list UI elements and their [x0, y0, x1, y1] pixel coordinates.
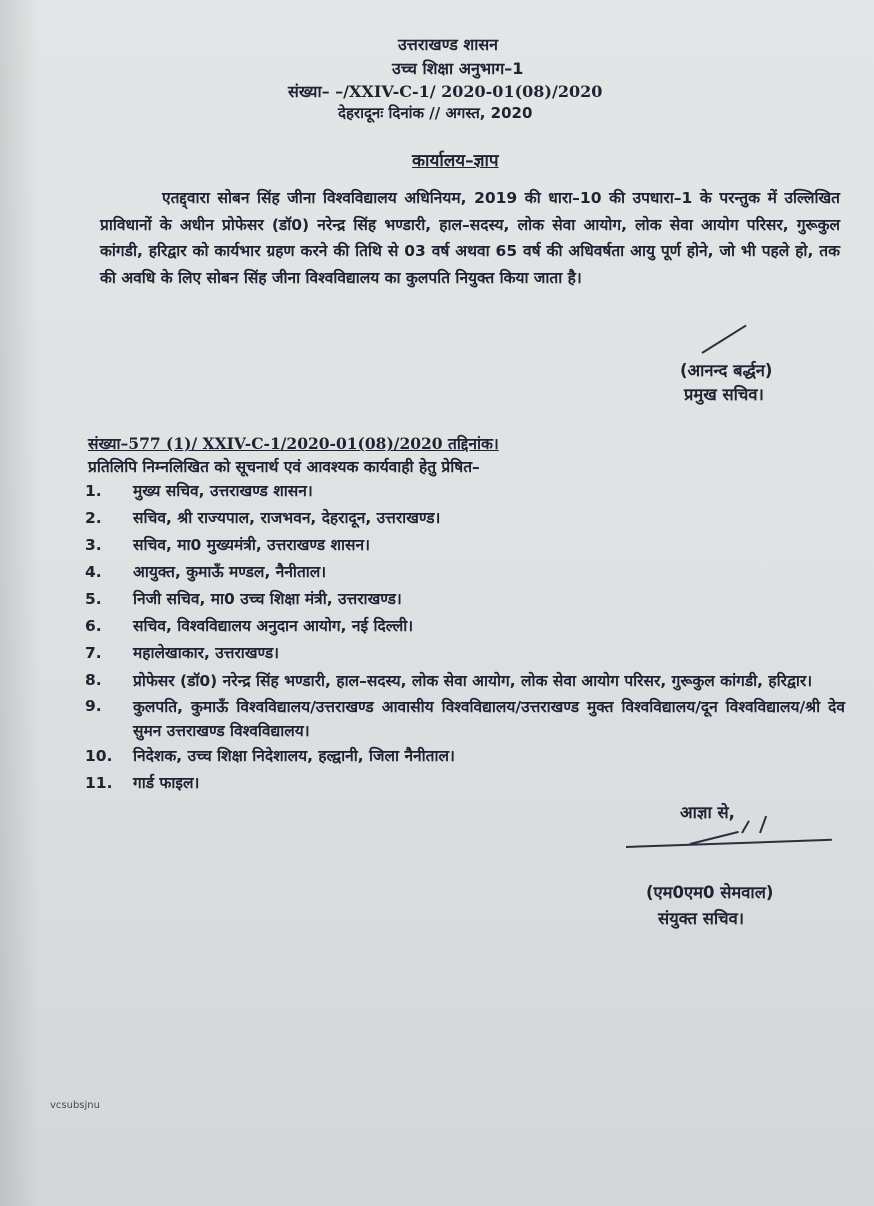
signature-mark — [759, 816, 767, 834]
signature-mark — [701, 325, 746, 354]
signatory-name: (एम0एम0 सेमवाल) — [646, 883, 774, 902]
list-item: 5. निजी सचिव, मा0 उच्च शिक्षा मंत्री, उत्तराखण्ड। — [85, 590, 402, 608]
place-date: देहरादूनः दिनांक // अगस्त, 2020 — [338, 104, 533, 122]
order-paragraph: एतद्द्वारा सोबन सिंह जीना विश्वविद्यालय अधिनियम, 2019 की धारा–10 की उपधारा–1 के परन्तुक में उल्लिखित प्राविधानों के अधीन प्रोफेसर (डॉ0) नरेन्द्र सिंह भण्डारी, हाल–सदस्य, लोक सेवा आयोग, लोक सेवा आयोग परिसर, गुरूकुल कांगडी, हरिद्वार को कार्यभार ग्रहण करने की तिथि से 03 वर्ष अथवा 65 वर्ष की अधिवर्षता आयु पूर्ण होने, जो भी पहले हो, तक की अवधि के लिए सोबन सिंह जीना विश्वविद्यालय का कुलपति नियुक्त किया जाता है। — [100, 189, 840, 287]
list-item: 1. मुख्य सचिव, उत्तराखण्ड शासन। — [85, 482, 313, 500]
document-title: कार्यालय–ज्ञाप — [412, 151, 499, 171]
list-item: 11. गार्ड फाइल। — [85, 774, 200, 792]
list-item: 3. सचिव, मा0 मुख्यमंत्री, उत्तराखण्ड शासन। — [85, 536, 370, 554]
list-item: 7. महालेखाकार, उत्तराखण्ड। — [85, 644, 280, 662]
signature-line — [626, 839, 832, 848]
department-name: उच्च शिक्षा अनुभाग–1 — [392, 59, 524, 78]
list-item: 2. सचिव, श्री राज्यपाल, राजभवन, देहरादून, उत्तराखण्ड। — [85, 509, 441, 527]
footer-code: vcsubsjnu — [50, 1100, 100, 1111]
signatory-designation: प्रमुख सचिव। — [684, 385, 764, 404]
list-item: 4. आयुक्त, कुमाऊँ मण्डल, नैनीताल। — [85, 563, 327, 581]
signatory-name: (आनन्द बर्द्धन) — [680, 361, 773, 380]
copy-reference: संख्या–577 (1)/ XXIV-C-1/2020-01(08)/2020 तद्दिनांक। — [88, 434, 499, 453]
list-item: 10. निदेशक, उच्च शिक्षा निदेशालय, हल्द्वानी, जिला नैनीताल। — [85, 747, 455, 765]
list-item: 8. प्रोफेसर (डॉ0) नरेन्द्र सिंह भण्डारी, हाल–सदस्य, लोक सेवा आयोग, लोक सेवा आयोग परिसर, गुरूकुल कांगडी, हरिद्वार। — [85, 671, 813, 690]
reference-number: संख्या– –/XXIV-C-1/ 2020-01(08)/2020 — [288, 82, 603, 101]
list-item: 9. कुलपति, कुमाऊँ विश्वविद्यालय/उत्तराखण्ड आवासीय विश्वविद्यालय/उत्तराखण्ड मुक्त विश्वविद्यालय/दून विश्वविद्यालय/श्री देव सुमन उत्तराखण्ड विश्वविद्यालय। — [85, 697, 845, 740]
signatory-designation: संयुक्त सचिव। — [658, 909, 745, 928]
recipient-list — [85, 478, 845, 797]
page-shadow — [0, 0, 40, 1206]
list-item: 6. सचिव, विश्वविद्यालय अनुदान आयोग, नई दिल्ली। — [85, 617, 414, 635]
government-name: उत्तराखण्ड शासन — [398, 35, 499, 54]
order-by-label: आज्ञा से, — [680, 803, 735, 822]
copy-intro: प्रतिलिपि निम्नलिखित को सूचनार्थ एवं आवश्यक कार्यवाही हेतु प्रेषित– — [88, 458, 480, 476]
signature-mark — [741, 820, 750, 833]
